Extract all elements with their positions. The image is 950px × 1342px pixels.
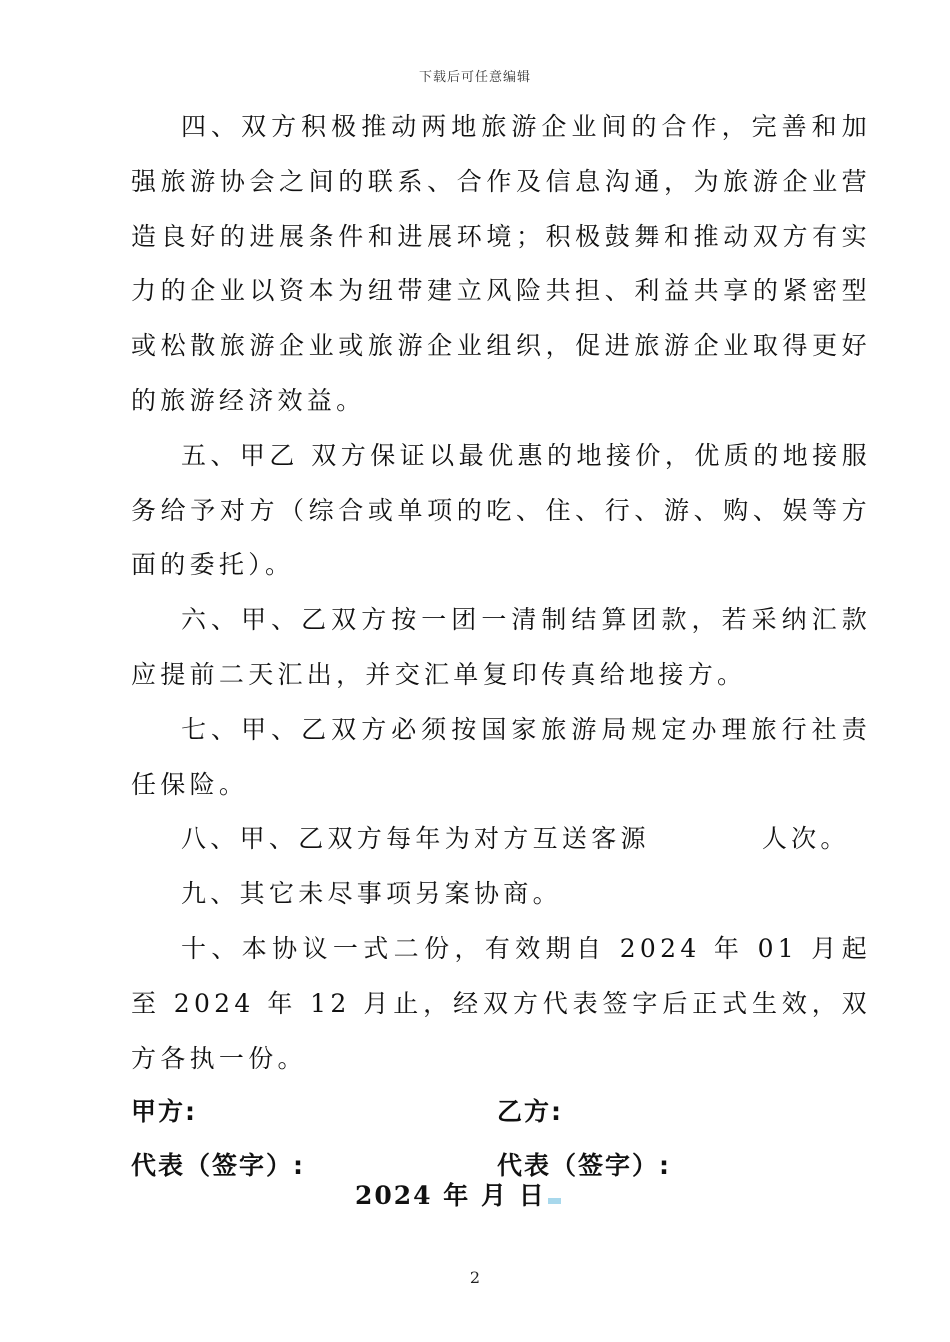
agreement-body: [131, 100, 871, 1086]
party-row: [131, 1092, 871, 1132]
clause-8-text: 八、甲、乙双方每年为对方互送客源: [181, 824, 650, 854]
clause-8-suffix: 人次。: [761, 824, 850, 854]
party-b-label: 乙方:: [497, 1097, 563, 1126]
party-a-label: 甲方:: [131, 1097, 197, 1126]
clause-10: 十、本协议一式二份，有效期自 2024 年 01 月起至 2024 年 12 月止，经双方代表签字后正式生效，双方各执一份。: [131, 933, 871, 1073]
clause-4: 四、双方积极推动两地旅游企业间的合作，完善和加强旅游协会之间的联系、合作及信息沟通，为旅游企业营造良好的进展条件和进展环境；积极鼓舞和推动双方有实力的企业以资本为纽带建立风险共担、利益共享的紧密型或松散旅游企业或旅游企业组织，促进旅游企业取得更好的旅游经济效益。: [131, 112, 871, 415]
page-number: 2: [469, 1268, 481, 1287]
party-a-representative-label: 代表（签字）:: [131, 1151, 305, 1180]
clause-5: 五、甲乙 双方保证以最优惠的地接价，优质的地接服务给予对方（综合或单项的吃、住、行、游、购、娱等方面的委托）。: [131, 440, 871, 580]
text-cursor-marker: [548, 1198, 561, 1204]
clause-7: 七、甲、乙双方必须按国家旅游局规定办理旅行社责任保险。: [131, 714, 871, 799]
clause-9: 九、其它未尽事项另案协商。: [181, 879, 562, 909]
signing-date: [355, 1176, 561, 1212]
signing-date-text: 2024 年 月 日: [355, 1181, 546, 1210]
clause-6: 六、甲、乙双方按一团一清制结算团款，若采纳汇款应提前二天汇出，并交汇单复印传真给地接方。: [131, 605, 871, 689]
header-note: 下载后可任意编辑: [418, 70, 531, 85]
party-b-representative-label: 代表（签字）:: [497, 1151, 671, 1180]
clause-8: [131, 812, 871, 867]
